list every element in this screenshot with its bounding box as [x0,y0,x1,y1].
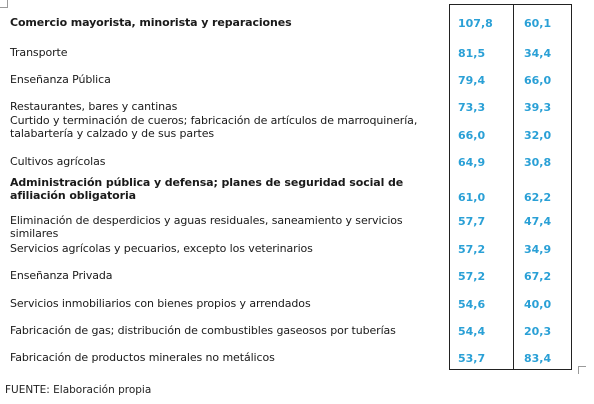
value-cell: 67,2 [524,270,552,283]
source-note: FUENTE: Elaboración propia [5,384,152,396]
row-label: Cultivos agrícolas [10,155,106,168]
row-label: Servicios agrícolas y pecuarios, excepto los veterinarios [10,242,313,255]
value-cell: 54,4 [458,325,486,338]
column-divider [513,5,514,369]
value-cell: 73,3 [458,101,486,114]
row-label: Comercio mayorista, minorista y reparaciones [10,16,292,29]
values-table [449,4,572,370]
row-label: Administración pública y defensa; planes de seguridad social de afiliación obligatoria [10,176,404,202]
corner-crop-mark [578,366,586,374]
value-cell: 66,0 [524,74,552,87]
value-cell: 30,8 [524,156,552,169]
value-cell: 32,0 [524,129,552,142]
value-cell: 54,6 [458,298,486,311]
value-cell: 60,1 [524,17,552,30]
value-cell: 34,9 [524,243,552,256]
value-cell: 53,7 [458,352,486,365]
row-label: Curtido y terminación de cueros; fabricación de artículos de marroquinería, talabartería y calzado y de sus partes [10,114,418,140]
row-label: Enseñanza Privada [10,269,113,282]
value-cell: 47,4 [524,215,552,228]
value-cell: 79,4 [458,74,486,87]
row-label: Transporte [10,46,68,59]
value-cell: 34,4 [524,47,552,60]
value-cell: 57,2 [458,270,486,283]
corner-crop-mark [0,0,8,8]
row-label: Eliminación de desperdicios y aguas residuales, saneamiento y servicios similares [10,214,403,240]
row-labels [10,0,442,380]
value-cell: 40,0 [524,298,552,311]
row-label: Enseñanza Pública [10,73,111,86]
value-cell: 57,2 [458,243,486,256]
value-cell: 20,3 [524,325,552,338]
value-cell: 107,8 [458,17,493,30]
value-cell: 57,7 [458,215,486,228]
value-cell: 64,9 [458,156,486,169]
row-label: Servicios inmobiliarios con bienes propios y arrendados [10,297,311,310]
row-label: Fabricación de productos minerales no metálicos [10,351,275,364]
value-cell: 61,0 [458,191,486,204]
value-cell: 66,0 [458,129,486,142]
value-cell: 39,3 [524,101,552,114]
value-cell: 81,5 [458,47,486,60]
value-cell: 62,2 [524,191,552,204]
row-label: Fabricación de gas; distribución de combustibles gaseosos por tuberías [10,324,396,337]
value-cell: 83,4 [524,352,552,365]
row-label: Restaurantes, bares y cantinas [10,100,178,113]
